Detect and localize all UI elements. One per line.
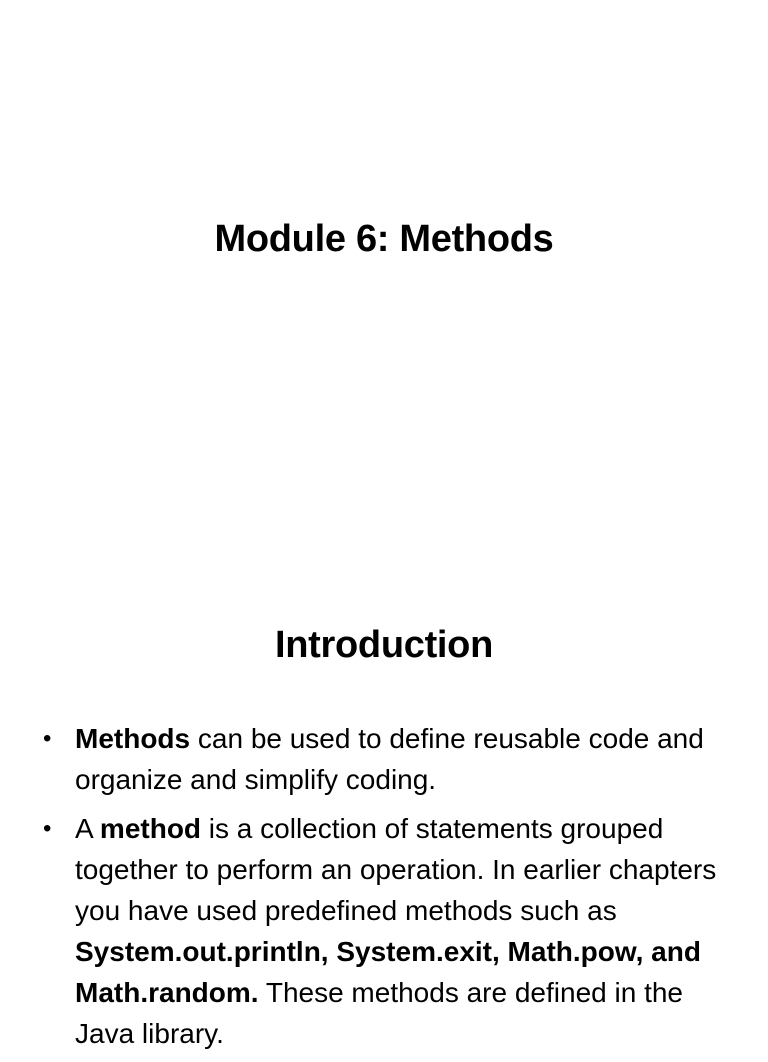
bullet-text: is a collection of statements grouped together to perform an operation. In earlier chapters you have used predefined methods such as [75, 813, 717, 926]
bullet-text: These methods are defined in the Java library. [75, 977, 683, 1049]
bullet-text: A [75, 813, 100, 844]
bullet-text: can be used to define reusable code and organize and simplify coding. [75, 723, 704, 795]
bullet-list [40, 718, 740, 1062]
bullet-dot-icon: • [43, 815, 52, 842]
bold-term: method [99, 813, 202, 844]
bullet-item [40, 808, 740, 1054]
bold-term: Methods [75, 723, 191, 754]
slide-introduction [0, 576, 768, 1049]
section-title: Introduction [274, 624, 494, 666]
module-title: Module 6: Methods [214, 218, 554, 260]
bullet-item [40, 718, 740, 800]
bullet-dot-icon: • [43, 725, 52, 752]
bold-examples: System.out.println, System.exit, Math.pow, and Math.random. [75, 936, 701, 1008]
